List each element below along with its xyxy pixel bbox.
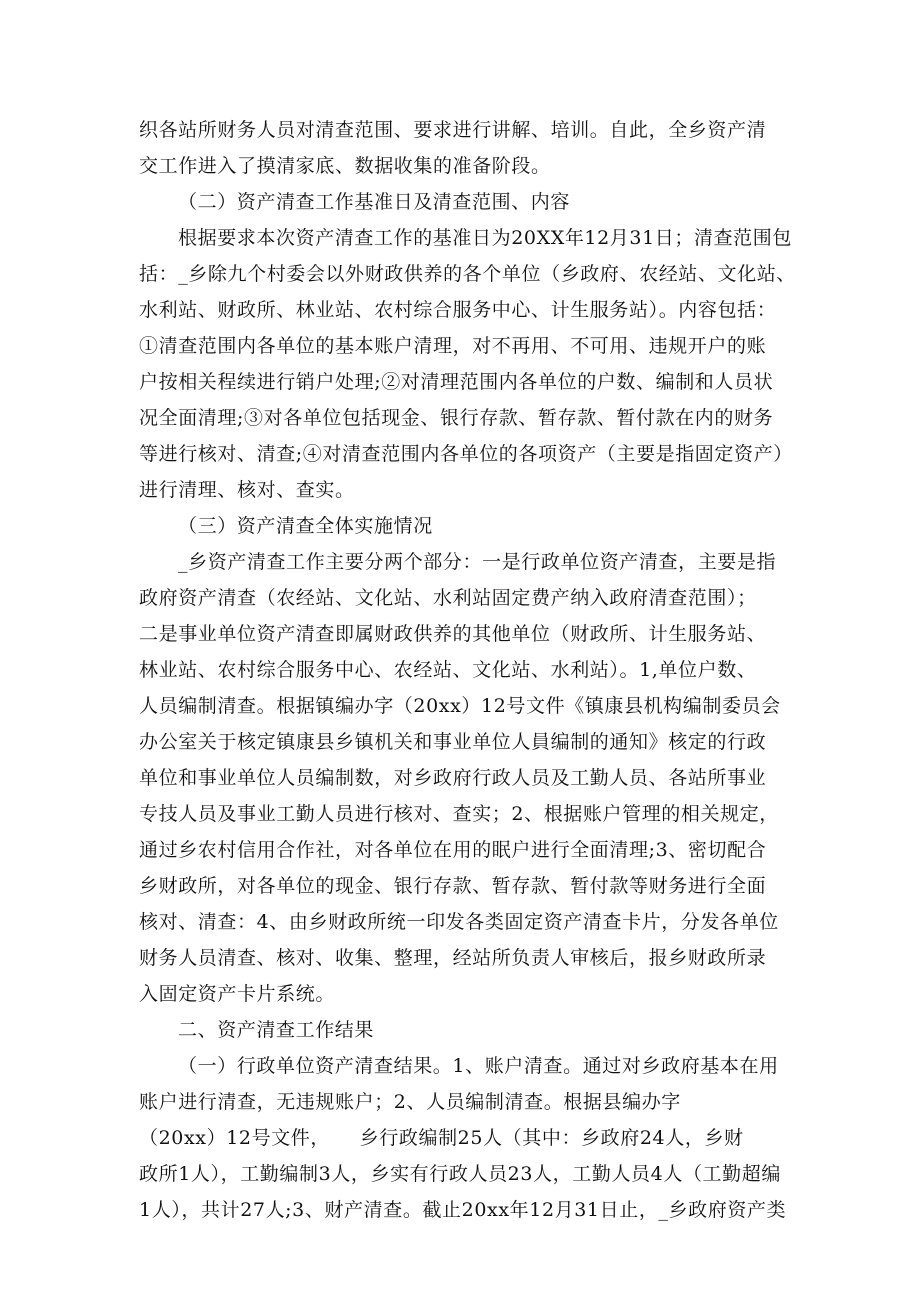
text-line: 二是事业单位资产清查即属财政供养的其他单位（财政所、计生服务站、 bbox=[139, 623, 767, 645]
text-line: ①清查范围内各单位的基本账户清理，对不再用、不可用、违规开户的账 bbox=[139, 335, 767, 357]
text-line: 账户进行清查，无违规账户；2、人员编制清查。根据县编办字 bbox=[139, 1091, 681, 1113]
text-line: 根据要求本次资产清查工作的基准日为20XX年12月31日；清查范围包 bbox=[178, 227, 792, 249]
text-line: 括：_乡除九个村委会以外财政供养的各个单位（乡政府、农经站、文化站、 bbox=[139, 263, 796, 285]
text-line: （20xx）12号文件， 乡行政编制25人（其中：乡政府24人，乡财 bbox=[139, 1127, 744, 1149]
text-line: 通过乡农村信用合作社，对各单位在用的眠户进行全面清理;3、密切配合 bbox=[139, 839, 767, 861]
text-line: 进行清理、核对、查实。 bbox=[139, 479, 355, 501]
text-line: 入固定资产卡片系统。 bbox=[139, 983, 336, 1005]
section-heading: 二、资产清查工作结果 bbox=[178, 1019, 375, 1041]
text-line: 政府资产清查（农经站、文化站、水利站固定费产纳入政府清查范围）； bbox=[139, 587, 757, 609]
text-line: 核对、清查：4、由乡财政所统一印发各类固定资产清查卡片，分发各单位 bbox=[139, 911, 779, 933]
section-heading: （三）资产清查全体实施情况 bbox=[178, 515, 433, 537]
text-line: 财务人员清查、核对、收集、整理，经站所负责人审核后，报乡财政所录 bbox=[139, 947, 767, 969]
text-line: 专技人员及事业工勤人员进行核对、查实；2、根据账户管理的相关规定， bbox=[139, 803, 779, 825]
text-line: _乡资产清查工作主要分两个部分：一是行政单位资产清查，主要是指 bbox=[178, 551, 777, 573]
text-line: 1人），共计27人;3、财产清查。截止20xx年12月31日止，_乡政府资产类 bbox=[139, 1199, 787, 1221]
text-line: 户按相关程续进行销户处理;②对清理范围内各单位的户数、编制和人员状 bbox=[139, 371, 774, 393]
text-line: 水利站、财政所、林业站、农村综合服务中心、计生服务站）。内容包括： bbox=[139, 299, 777, 321]
text-line: 政所1人），工勤编制3人，乡实有行政人员23人，工勤人员4人（工勤超编 bbox=[139, 1163, 781, 1185]
text-line: 单位和事业单位人员编制数，对乡政府行政人员及工勤人员、各站所事业 bbox=[139, 767, 767, 789]
text-line: 人员编制清查。根据镇编办字（20xx）12号文件《镇康县机构编制委员会 bbox=[139, 695, 781, 717]
text-line: 办公室关于核定镇康县乡镇机关和事业单位人員编制的通知》核定的行政 bbox=[139, 731, 767, 753]
text-line: 交工作进入了摸清家底、数据收集的准备阶段。 bbox=[139, 155, 551, 177]
text-line: 织各站所财务人员对清查范围、要求进行讲解、培训。自此，全乡资产清 bbox=[139, 119, 767, 141]
text-line: （一）行政单位资产清查结果。1、账户清查。通过对乡政府基本在用 bbox=[178, 1055, 779, 1077]
section-heading: （二）资产清查工作基准日及清查范围、内容 bbox=[178, 191, 571, 213]
text-line: 等进行核对、清查;④对清查范围内各单位的各项资产（主要是指固定资产） bbox=[139, 443, 793, 465]
text-line: 林业站、农村综合服务中心、农经站、文化站、水利站）。1,单位户数、 bbox=[139, 659, 757, 681]
text-line: 况全面清理;③对各单位包括现金、银行存款、暂存款、暂付款在内的财务 bbox=[139, 407, 774, 429]
text-line: 乡财政所，对各单位的现金、银行存款、暂存款、暂付款等财务进行全面 bbox=[139, 875, 767, 897]
